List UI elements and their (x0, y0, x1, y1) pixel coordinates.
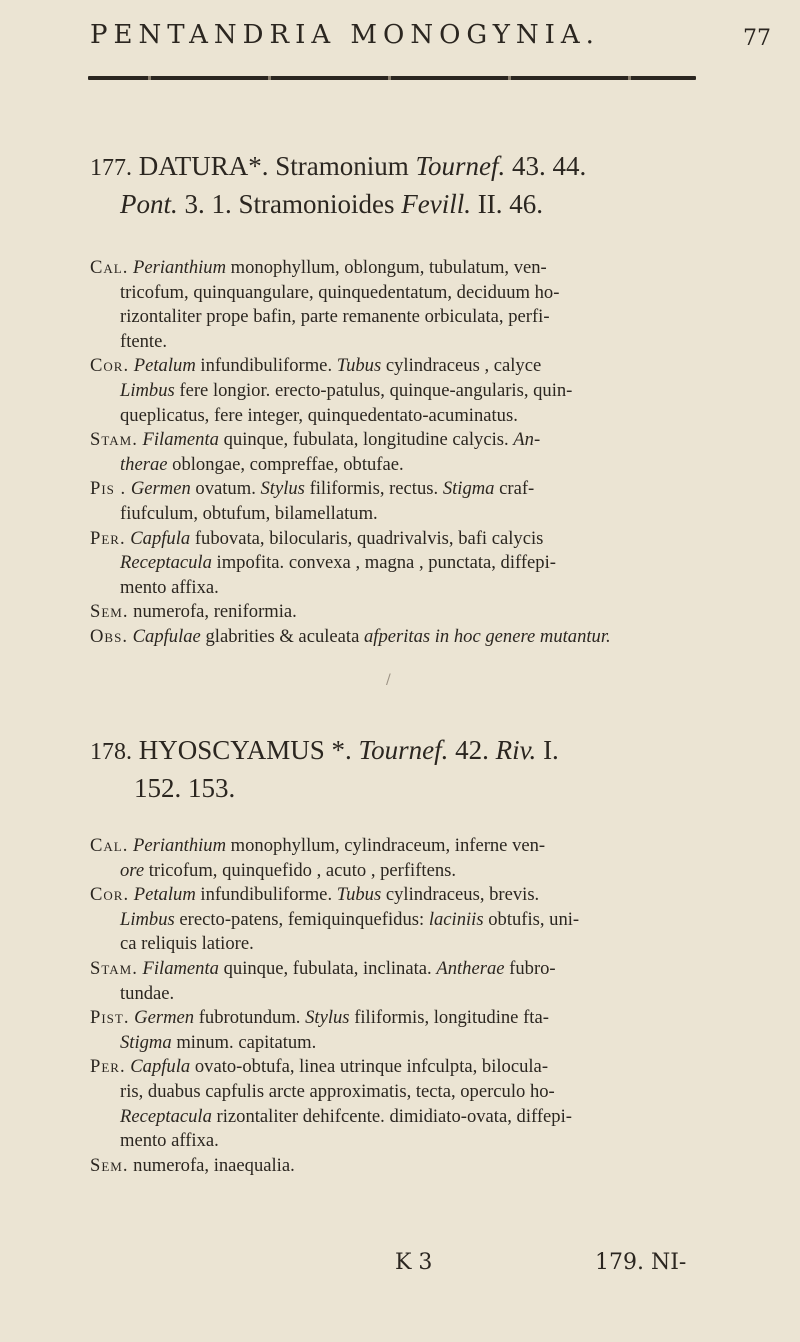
text-line (90, 957, 710, 982)
term-italic: Tubus (336, 355, 382, 377)
term-italic: Capfula (130, 1056, 191, 1078)
term-italic: Capfula (130, 527, 191, 549)
text-line (90, 932, 710, 957)
line-text: craf- (499, 478, 535, 500)
line-text: glabrities & aculeata (205, 625, 360, 647)
line-text: erecto-patens, femiquinquefidus: (179, 908, 425, 930)
line-text: mento affixa. (120, 576, 219, 598)
term-italic: Germen (134, 1007, 195, 1029)
line-text: ca reliquis latiore. (120, 933, 254, 955)
section-label: Per. (90, 1056, 126, 1078)
term-italic: Germen (130, 478, 191, 500)
entry-177-description (90, 256, 710, 650)
term-italic: Stylus (305, 1007, 350, 1029)
section-label: Cal. (90, 835, 129, 856)
text-line (90, 379, 710, 404)
term-italic: Tubus (336, 884, 382, 906)
line-text: numerofa, reniformia. (133, 601, 297, 623)
term-italic: Perianthium (133, 257, 227, 278)
line-text: impofita. (216, 552, 285, 574)
line-text: filiformis, rectus. (309, 478, 439, 500)
running-head: PENTANDRIA MONOGYNIA. (90, 20, 600, 50)
genus-hyoscyamus: HYOSCYAMUS (138, 735, 325, 765)
term-italic: Filamenta (142, 429, 219, 451)
line-text: dimidiato-ovata, diffepi- (389, 1105, 572, 1127)
term-italic: Receptacula (120, 552, 212, 574)
term-italic: afperitas in hoc genere mutantur. (363, 625, 611, 647)
text-line (90, 908, 710, 933)
section-label: Per. (90, 527, 126, 549)
term-italic: ore (120, 859, 145, 881)
line-text: quinque, fubulata, inclinata. (223, 957, 432, 979)
text-line (90, 428, 710, 453)
text-line (90, 281, 710, 306)
section-label: Pis . (90, 478, 127, 500)
line-text: monophyllum, cylindraceum, inferne ven- (230, 835, 546, 856)
term-italic: Capfulae (132, 625, 201, 647)
line-text: obtufis, uni- (488, 908, 580, 930)
term-italic: Stigma (442, 478, 495, 500)
section-label: Stam. (90, 957, 138, 979)
term-italic: laciniis (428, 908, 484, 930)
term-italic: Filamenta (142, 957, 219, 979)
text-line (90, 834, 710, 859)
line-text: rizontaliter prope bafin, parte remanente orbiculata, perfi- (120, 306, 550, 328)
text-line (90, 527, 710, 552)
section-label: Cal. (90, 257, 129, 278)
term-italic: Receptacula (120, 1105, 212, 1127)
text-line (90, 453, 710, 478)
text-line (90, 502, 710, 527)
genus-datura: DATURA (138, 151, 249, 181)
line-text: tricofum, (148, 859, 218, 881)
line-text: infundibuliforme. (200, 884, 333, 906)
text-line (90, 1080, 710, 1105)
line-text: minum. (176, 1031, 234, 1053)
line-text: fubrotundum. (198, 1007, 301, 1029)
entry-178-heading-line2: 152. 153. (134, 773, 236, 803)
text-line (90, 625, 710, 650)
line-text: ovato-obtufa, linea utrinque infculpta, bilocula- (194, 1056, 549, 1078)
entry-178-description (90, 834, 710, 1178)
text-line (90, 1055, 710, 1080)
line-text: capitatum. (238, 1031, 317, 1053)
text-line (90, 404, 710, 429)
text-line (90, 982, 710, 1007)
line-text: queplicatus, fere integer, quinquedentato-acuminatus. (120, 404, 518, 426)
signature-mark: K 3 (395, 1250, 433, 1275)
text-line (90, 1031, 710, 1056)
text-line (90, 330, 710, 355)
text-line (90, 1154, 710, 1179)
line-text: fubro- (509, 957, 556, 979)
text-line (90, 305, 710, 330)
line-text: ris, duabus capfulis arcte approximatis, tecta, operculo ho- (120, 1080, 555, 1102)
entry-177-heading-line2: Pont. 3. 1. Stramonioides Fevill. II. 46. (120, 189, 543, 219)
section-label: Stam. (90, 429, 138, 451)
text-line (90, 600, 710, 625)
line-text: fubovata, bilocularis, quadrivalvis, bafi calycis (194, 527, 544, 549)
line-text: numerofa, inaequalia. (133, 1154, 295, 1176)
line-text: ftente. (120, 330, 167, 352)
line-text: infundibuliforme. (200, 355, 333, 377)
line-text: filiformis, longitudine fta- (354, 1007, 549, 1029)
ink-mark: / (386, 672, 391, 688)
text-line (90, 883, 710, 908)
section-label: Sem. (90, 1154, 129, 1176)
line-text: convexa , magna , punctata, diffepi- (288, 552, 556, 574)
line-text: monophyllum, oblongum, tubulatum, ven- (230, 257, 547, 278)
line-text: quinquefido , acuto , perfiftens. (222, 859, 457, 881)
term-italic: Petalum (133, 884, 196, 906)
text-line (90, 859, 710, 884)
text-line (90, 576, 710, 601)
text-line (90, 256, 710, 281)
text-line (90, 551, 710, 576)
text-line (90, 1129, 710, 1154)
section-label: Obs. (90, 625, 128, 647)
term-italic: therae (120, 453, 168, 475)
section-label: Sem. (90, 601, 129, 623)
text-line (90, 477, 710, 502)
term-italic: Stylus (260, 478, 305, 500)
term-italic: Limbus (120, 379, 175, 401)
text-line (90, 1006, 710, 1031)
entry-178-heading-line1: 178. HYOSCYAMUS *. Tournef. 42. Riv. I. (90, 735, 559, 765)
line-text: mento affixa. (120, 1130, 219, 1152)
line-text: cylindraceus , calyce (385, 355, 542, 377)
line-text: cylindraceus, brevis. (385, 884, 540, 906)
entry-177-heading-line1: 177. DATURA*. Stramonium Tournef. 43. 44. (90, 151, 587, 181)
section-label: Pist. (90, 1007, 130, 1029)
text-line (90, 354, 710, 379)
line-text: tricofum, quinquangulare, quinquedentatum, deciduum ho- (120, 281, 560, 303)
line-text: fiufculum, obtufum, bilamellatum. (120, 502, 378, 524)
term-italic: Antherae (436, 957, 505, 979)
text-line (90, 1105, 710, 1130)
section-label: Cor. (90, 884, 130, 906)
header-rule (88, 76, 696, 80)
term-italic: Limbus (120, 908, 175, 930)
line-text: rizontaliter dehifcente. (216, 1105, 385, 1127)
line-text: fere longior. (179, 379, 271, 401)
term-italic: An- (513, 429, 541, 451)
line-text: oblongae, compreffae, obtufae. (172, 453, 404, 475)
term-italic: Perianthium (133, 835, 227, 856)
line-text: tundae. (120, 982, 175, 1004)
line-text: erecto-patulus, quinque-angularis, quin- (274, 379, 573, 401)
term-italic: Stigma (120, 1031, 172, 1053)
term-italic: Petalum (133, 355, 196, 377)
page-number: 77 (743, 26, 771, 51)
line-text: ovatum. (195, 478, 256, 500)
catchword: 179. NI- (595, 1250, 687, 1275)
section-label: Cor. (90, 355, 130, 377)
line-text: quinque, fubulata, longitudine calycis. (223, 429, 509, 451)
